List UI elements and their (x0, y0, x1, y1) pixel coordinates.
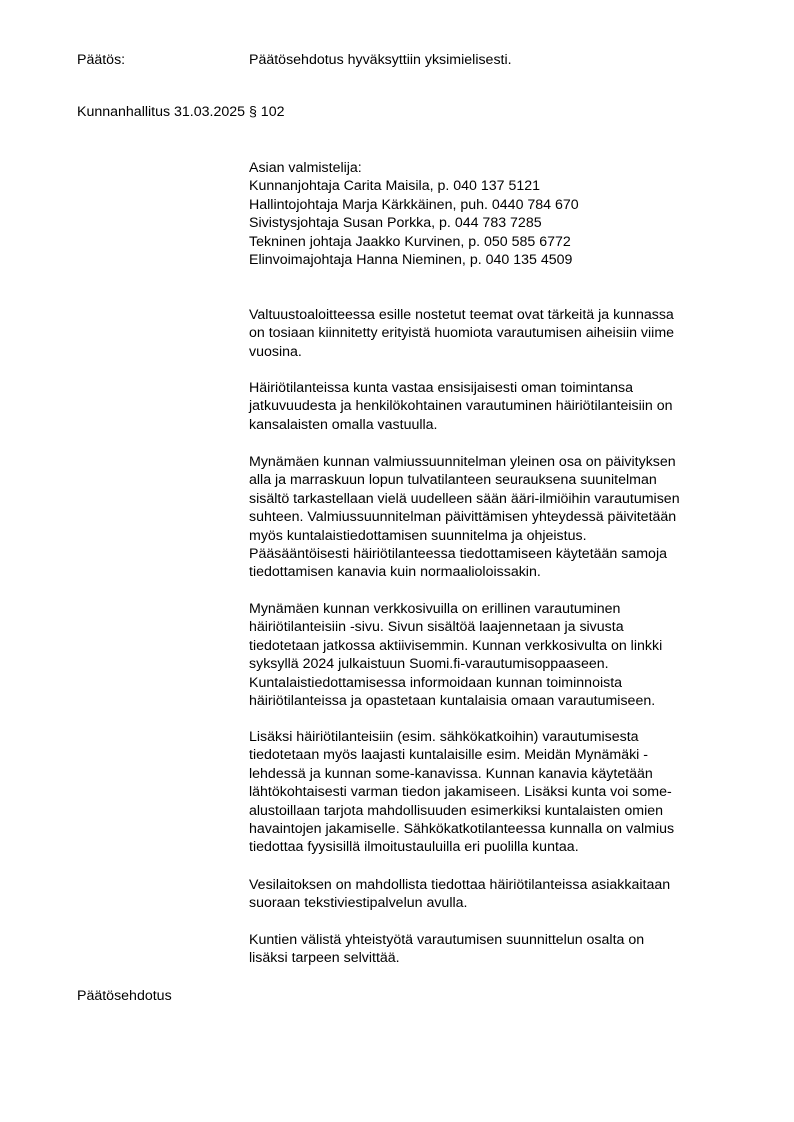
paragraph (249, 453, 680, 582)
paragraph-line: Pääsääntöisesti häiriötilanteessa tiedottamiseen käytetään samoja (249, 545, 667, 562)
paragraph (249, 379, 673, 434)
paragraph-line: Valtuustoaloitteessa esille nostetut teemat ovat tärkeitä ja kunnassa (249, 307, 674, 323)
paragraph-line: Kuntien välistä yhteistyötä varautumisen suunnittelun osalta on (249, 932, 645, 948)
paragraph-line: syksyllä 2024 julkaistuun Suomi.fi-varautumisoppaaseen. (249, 656, 609, 673)
paragraph-line: kansalaisten omalla vastuulla. (249, 416, 438, 433)
paragraph-line: lähtökohtaisesti varman tiedon jakamiseen. Lisäksi kunta voi some- (249, 784, 672, 801)
proposal-label: Päätösehdotus (77, 988, 172, 1004)
paragraph (249, 931, 644, 968)
preparers-block (249, 159, 579, 269)
paragraph-line: vuosina. (249, 343, 302, 360)
paragraph-line: Mynämäen kunnan valmiussuunnitelman yleinen osa on päivityksen (249, 454, 676, 470)
paragraph (249, 600, 662, 710)
paragraph-line: havaintojen jakamiselle. Sähkökatkotilanteessa kunnalla on valmius (249, 820, 675, 837)
paragraph-line: lisäksi tarpeen selvittää. (249, 950, 400, 967)
paragraph-line: tiedotetaan jatkossa aktiivisemmin. Kunnan verkkosivulta on linkki (249, 637, 663, 654)
paragraph-line: Mynämäen kunnan verkkosivuilla on erillinen varautuminen (249, 601, 621, 617)
meeting-heading: Kunnanhallitus 31.03.2025 § 102 (77, 104, 285, 120)
paragraph-line: tiedottaa fyysisillä ilmoitustauluilla eri puolilla kuntaa. (249, 839, 579, 856)
paragraph-line: häiriötilanteissa ja opastetaan kuntalaisia omaan varautumiseen. (249, 692, 656, 709)
paragraph (249, 728, 674, 857)
paragraph-line: myös kuntalaistiedottamisen suunnitelma ja ohjeistus. (249, 527, 587, 544)
paragraph-line: alustoillaan tarjota mahdollisuuden esimerkiksi kuntalaisten omien (249, 802, 664, 819)
paragraph-line: Häiriötilanteissa kunta vastaa ensisijaisesti oman toimintansa (249, 380, 634, 396)
paragraph (249, 306, 674, 361)
preparers-title: Asian valmistelija: (249, 160, 362, 176)
preparer-line: Sivistysjohtaja Susan Porkka, p. 044 783 7285 (249, 215, 542, 232)
paragraph-line: häiriötilanteisiin -sivu. Sivun sisältöä laajennetaan ja sivusta (249, 619, 624, 636)
paragraph-line: Vesilaitoksen on mahdollista tiedottaa häiriötilanteissa asiakkaitaan (249, 877, 671, 893)
paragraph-line: tiedottamisen kanavia kuin normaalioloissakin. (249, 564, 541, 581)
paragraph-line: alla ja marraskuun lopun tulvatilanteen seurauksena suunitelman (249, 472, 657, 489)
decision-text: Päätösehdotus hyväksyttiin yksimielisesti. (249, 52, 512, 68)
preparer-line: Tekninen johtaja Jaakko Kurvinen, p. 050 585 6772 (249, 233, 571, 250)
preparer-line: Elinvoimajohtaja Hanna Nieminen, p. 040 135 4509 (249, 251, 573, 268)
paragraph-line: lehdessä ja kunnan some-kanavissa. Kunnan kanavia käytetään (249, 765, 653, 782)
preparer-line: Hallintojohtaja Marja Kärkkäinen, puh. 0440 784 670 (249, 196, 579, 213)
decision-label: Päätös: (77, 52, 126, 68)
paragraph-line: jatkuvuudesta ja henkilökohtainen varautuminen häiriötilanteisiin on (249, 398, 673, 415)
paragraph-line: Lisäksi häiriötilanteisiin (esim. sähkökatkoihin) varautumisesta (249, 729, 639, 745)
preparer-line: Kunnanjohtaja Carita Maisila, p. 040 137 5121 (249, 178, 541, 195)
paragraph-line: Kuntalaistiedottamisessa informoidaan kunnan toiminnoista (249, 674, 623, 691)
paragraph-line: on tosiaan kiinnitetty erityistä huomiota varautumisen aiheisiin viime (249, 325, 675, 342)
paragraph-line: sisältö tarkastellaan vielä uudelleen sään ääri-ilmiöihin varautumisen (249, 490, 680, 507)
paragraph-line: tiedotetaan myös laajasti kuntalaisille esim. Meidän Mynämäki - (249, 747, 649, 764)
paragraph (249, 876, 670, 913)
paragraph-line: suhteen. Valmiussuunnitelman päivittämisen yhteydessä päivitetään (249, 509, 677, 526)
paragraph-line: suoraan tekstiviestipalvelun avulla. (249, 895, 468, 912)
